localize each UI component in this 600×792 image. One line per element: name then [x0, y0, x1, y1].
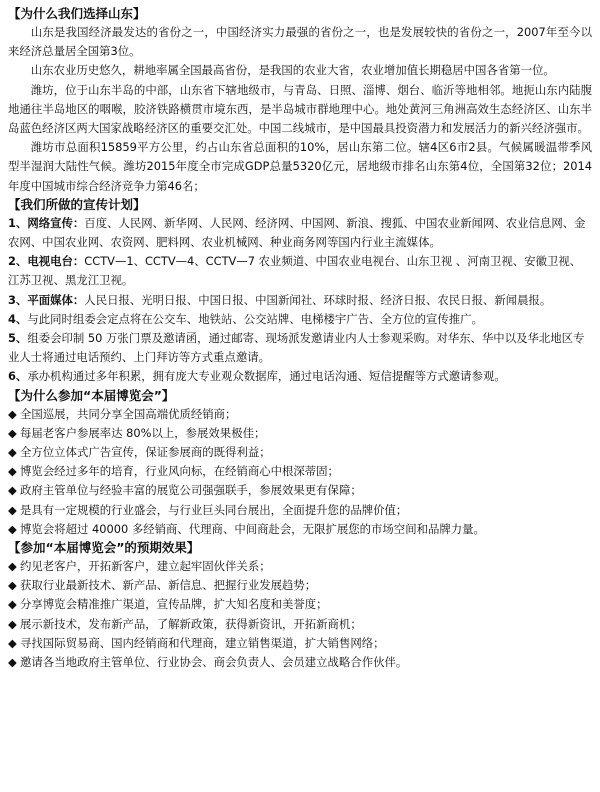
paragraph-shandong-agriculture: 山东农业历史悠久，耕地率属全国最高省份，是我国的农业大省，农业增加值长期稳居中国各省第一位。 [30, 63, 555, 78]
effect-item: ◆ 邀请各当地政府主管单位、行业协会、商会负责人、会员建立战略合作伙伴。 [8, 653, 592, 672]
diamond-bullet-icon: ◆ [8, 502, 17, 517]
effect-item: ◆ 寻找国际贸易商、国内经销商和代理商，建立销售渠道，扩大销售网络； [8, 634, 592, 653]
reason-item: ◆ 政府主管单位与经验丰富的展览公司强强联手，参展效果更有保障； [8, 481, 592, 500]
effect-item: ◆ 展示新技术，发布新产品，了解新政策，获得新资讯，开拓新商机； [8, 615, 592, 634]
paragraph-weifang-stats: 潍坊市总面积15859平方公里，约占山东省总面积的10%，居山东第二位。辖4区6市2县。气候属暖温带季风型半湿润大陆性气候。潍坊2015年度全市完成GDP总量5320亿元，居地级市排名山东第4位，全国第32位；2014年度中国城市综合经济竞争力第46名； [8, 140, 592, 193]
diamond-bullet-icon: ◆ [8, 635, 17, 650]
diamond-bullet-icon: ◆ [8, 597, 17, 612]
promotion-item: 6、承办机构通过多年积累，拥有庞大专业观众数据库，通过电话沟通、短信提醒等方式邀请参观。 [8, 369, 506, 384]
diamond-bullet-icon: ◆ [8, 425, 17, 440]
section-title-expected-effects: 【参加“本届博览会”的预期效果】 [8, 540, 200, 556]
diamond-bullet-icon: ◆ [8, 445, 17, 460]
promotion-item: 2、电视电台：CCTV—1、CCTV—4、CCTV—7 农业频道、中国农业电视台、山东卫视 、河南卫视、安徽卫视、江苏卫视、黑龙江卫视。 [8, 254, 582, 288]
reason-item: ◆ 博览会经过多年的培育，行业风向标，在经销商心中根深蒂固； [8, 462, 592, 481]
diamond-bullet-icon: ◆ [8, 406, 17, 421]
diamond-bullet-icon: ◆ [8, 655, 17, 670]
effect-item: ◆ 约见老客户，开拓新客户，建立起牢固伙伴关系； [8, 557, 592, 576]
paragraph-weifang-location: 潍坊，位于山东半岛的中部，山东省下辖地级市，与青岛、日照、淄博、烟台、临沂等地相邻。地扼山东内陆腹地通往半岛地区的咽喉，胶济铁路横贯市境东西，是半岛城市群地理中心。地处黄河三角洲高效生态经济区、山东半岛蓝色经济区两大国家战略经济区的重要交汇处。中国二线城市，是中国最具投资潜力和发展活力的新兴经济强市。 [8, 82, 592, 136]
diamond-bullet-icon: ◆ [8, 483, 17, 498]
reason-item: ◆ 全方位立体式广告宣传，保证参展商的既得利益； [8, 443, 592, 462]
promotion-item: 3、平面媒体：人民日报、光明日报、中国日报、中国新闻社、环球时报、经济日报、农民日报、新闻晨报。 [8, 292, 552, 307]
diamond-bullet-icon: ◆ [8, 578, 17, 593]
promotion-item: 5、组委会印制 50 万张门票及邀请函，通过邮寄、现场派发邀请业内人士参观采购。对华东、华中以及华北地区专业人士将通过电话预约、上门拜访等方式重点邀请。 [8, 331, 585, 365]
promotion-item: 4、与此同时组委会定点将在公交车、地铁站、公交站牌、电梯楼宇广告、全方位的宣传推广。 [8, 311, 483, 326]
paragraph-shandong-economy: 山东是我国经济最发达的省份之一，中国经济实力最强的省份之一，也是发展较快的省份之一，2007年至今以来经济总量居全国第3位。 [8, 25, 592, 59]
section-title-why-shandong: 【为什么我们选择山东】 [8, 6, 146, 21]
reason-item: ◆ 博览会将超过 40000 多经销商、代理商、中间商赴会，无限扩展您的市场空间和品牌力量。 [8, 520, 592, 539]
reason-item: ◆ 每届老客户参展率达 80%以上，参展效果极佳； [8, 424, 592, 443]
diamond-bullet-icon: ◆ [8, 616, 17, 631]
section-title-promotion-plan: 【我们所做的宣传计划】 [8, 196, 146, 212]
effect-item: ◆ 获取行业最新技术、新产品、新信息、把握行业发展趋势； [8, 576, 592, 595]
promotion-item: 1、网络宣传：百度、人民网、新华网、人民网、经济网、中国网、新浪、搜狐、中国农业新闻网、农业信息网、金农网、中国农业网、农资网、肥料网、农业机械网、种业商务网等国内行业主流媒体。 [8, 215, 586, 250]
reason-item: ◆ 全国巡展，共同分享全国高端优质经销商； [8, 405, 592, 424]
effect-item: ◆ 分享博览会精准推广渠道，宣传品牌，扩大知名度和美誉度； [8, 595, 592, 614]
diamond-bullet-icon: ◆ [8, 464, 17, 479]
section-title-why-attend: 【为什么参加“本届博览会”】 [8, 387, 175, 403]
diamond-bullet-icon: ◆ [8, 521, 17, 536]
reason-item: ◆ 是具有一定规模的行业盛会，与行业巨头同台展出，全面提升您的品牌价值； [8, 501, 592, 520]
diamond-bullet-icon: ◆ [8, 559, 17, 574]
